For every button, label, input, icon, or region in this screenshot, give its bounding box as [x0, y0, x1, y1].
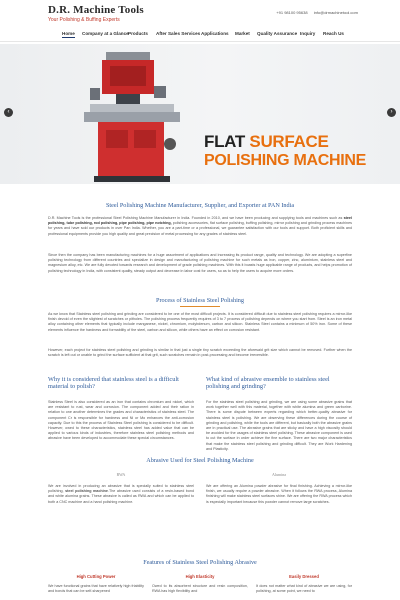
rwa-text — [48, 484, 194, 511]
main-content — [48, 0, 352, 600]
rwa-label: RWA — [116, 472, 126, 477]
intro-p1-text-a: D.R. Machine Tools is the professional Steel Polishing Machine Manufacturer in India. Founded in 2010, and we have been producing and supplying tools and machines such as — [48, 216, 344, 220]
abrasive-ensemble-title: What kind of abrasive ensemble to stainless steel polishing and grinding? — [206, 376, 330, 391]
feature-text-high-cutting-power: We have functional grains that have relatively high friability and bonds that can be self-sharpened — [48, 584, 144, 594]
nav-item-applications[interactable]: Applications — [201, 31, 229, 36]
nav-item-reach-us[interactable]: Reach Us — [323, 31, 344, 36]
email-address[interactable]: info@drmachinetool.com — [313, 10, 358, 15]
process-title-divider — [180, 306, 220, 307]
feature-label-high-cutting-power: High Cutting Power — [76, 574, 116, 579]
feature-text-easily-dressed: It does not matter what kind of abrasive we are using, for polishing, at some point, we need to — [256, 584, 352, 594]
nav-item-market[interactable]: Market — [235, 31, 250, 36]
why-difficult-title: Why it is considered that stainless steel is a difficult material to polish? — [48, 376, 179, 391]
phone-number[interactable]: +91 98100 95638 — [276, 10, 308, 15]
intro-title: Steel Polishing Machine Manufacturer, Supplier, and Exporter at PAN India — [105, 202, 295, 209]
process-title: Process of Stainless Steel Polishing — [156, 297, 244, 304]
alumina-text: We are offering an Alumina powder abrasive for final finishing. Achieving a mirror-like finish, we usually require a powder abrasive. When it follows the RWA process, Alumina finishing will make stainless steel surfaces shine. We are offering the RWA process which is especially important because this powder cannot remove large scratches. — [206, 484, 352, 504]
feature-label-easily-dressed: Easily Dressed — [289, 574, 319, 579]
hero-headline-line2: POLISHING MACHINE — [204, 152, 367, 169]
hero-headline-word-surface: SURFACE — [249, 132, 329, 151]
process-paragraph-2: However, each project for stainless steel polishing and grinding is similar in that just a single tiny scratch exceeding the aforesaid grit size which cannot be removed. Further when the scratch is left out or unable to grind the surface sufficient at that grit, such scratches remain in post-processing and become irreversible. — [48, 348, 352, 358]
intro-p1-text-c: polishing accessories, flat surface polishing, buffing polishing, mirror polishing and grinding process machines for years and have sold our products in over Pan India. Whether, you are a part-time or a professional, we guarantee satisfaction with our tools and support. Both proficient skills and professional equipments provide you high quality and great precision of metal processing for any grades of stainless steel. — [48, 221, 352, 236]
alumina-label: Alumina — [272, 472, 286, 477]
logo-tagline: Your Polishing & Buffing Experts — [48, 17, 120, 23]
feature-label-high-elasticity: High Elasticity — [185, 574, 215, 579]
nav-item-quality-assurance[interactable]: Quality Assurance — [257, 31, 298, 36]
feature-text-high-elasticity: Owed to its absorbent structure and resin composition, RWA has high flexibility and — [152, 584, 248, 594]
rwa-text-c: .The abrasive used consists of a resin-based bond and white alumina grains. These abrasive is called as RWA and which can be applied to both a CNC machine and a hand polishing machine. — [48, 489, 194, 504]
why-difficult-text: Stainless Steel is also considered as an iron that contains chromium and nickel, which are resistant to rust, wear and corrosion. The component added and their ration in relation to one another determines the grades and characteristics of stainless steel. The component Cr is responsible for hardness and Ni or Mo enhances the anti-corrosion capacity. Due to this the process of Stainless Steel polishing is considered to be difficult. However, owed to these characteristics, stainless steel has added value that can be applied to various kinds of industries, therefore stainless steel polishing methods and abrasive have been developed to accommodate these special circumstances. — [48, 400, 194, 441]
slider-next-button[interactable]: › — [387, 108, 396, 117]
intro-paragraph-1 — [48, 216, 352, 244]
nav-item-home[interactable]: Home — [62, 31, 75, 36]
process-paragraph-1: As we know that Stainless steel polishing and grinding are considered to be one of the most difficult projects. It is considered difficult due to stainless steel polishing requires a mirror-like finish devoid of even the slightest of scratches or pitholes. The polishing process frequently requires of 3 to 7 process of polishing depends on where you start from. Steel is an iron metal alloy containing other elements that typically include manganese, nickel, chromium, molybdenum, carbon and silicon. Stainless Steel contains a minimum of 50% iron. Some of these elements influence the hardness and formability of the steel, carbon and silicon, while others have an effect on corrosion resistant. — [48, 312, 352, 332]
logo-title: D.R. Machine Tools — [48, 4, 144, 16]
nav-item-inquiry[interactable]: Inquiry — [300, 31, 316, 36]
abrasive-ensemble-text: For the stainless steel polishing and grinding, we are using some abrasive grains that work together well with this material, together with white alumina and green carborine. There is some dispute between experts regarding which better-quality abrasive for stainless steel is polishing. We are observing these differences during the course of grinding and polishing, while the tools are different, but basically both the abrasive grains are in practical use. The abrasive grains that are sticky and have a high viscosity should be avoided for the usages of stainless steel polishing. These abrasive component is used to cut the surface in order achieve the fine surface. There are two major characteristics that make the stainless steel polishing and grinding difficult. They are Work Hardening and Plasticity. — [206, 400, 352, 451]
rwa-text-a: We are involved in producing an abrasive that is specially suited to stainless steel polishing, — [48, 484, 194, 494]
slider-prev-button[interactable]: ‹ — [4, 108, 13, 117]
abrasive-used-title: Abrasive Used for Steel Polishing Machine — [146, 457, 254, 464]
intro-p1-products: steel polishing, tube polishing, rod polishing, pipe polishing, pipe notching, — [48, 216, 352, 226]
intro-paragraph-2: Since then the company has been manufacturing machines for a huge assortment of applications and increasing its product range, quality and technology. We are adopting a superfine polishing technology from different countries and specialize in design and manufacturing of polishing machine for such metals as iron, copper, zinc, aluminium, stainless steel and magnesium alloy, etc. We are fully devoted towards research and development of grade polishing machines. With this it boasts huge applicable range of products, and helps promotion of polishing technology in India, with consistent quality, steady output and decrease in labor cost for users, so as to help the users to acquire more orders. — [48, 253, 352, 273]
nav-item-company-at-a-glance[interactable]: Company at a Glance — [82, 31, 129, 36]
nav-item-products[interactable]: Products — [128, 31, 148, 36]
nav-item-after-sales-services[interactable]: After Sales Services — [156, 31, 201, 36]
hero-headline-word-flat: FLAT — [204, 132, 250, 151]
features-title: Features of Stainless Steel Polishing Abrasive — [143, 559, 257, 566]
rwa-text-link: steel polishing machine — [65, 489, 108, 494]
